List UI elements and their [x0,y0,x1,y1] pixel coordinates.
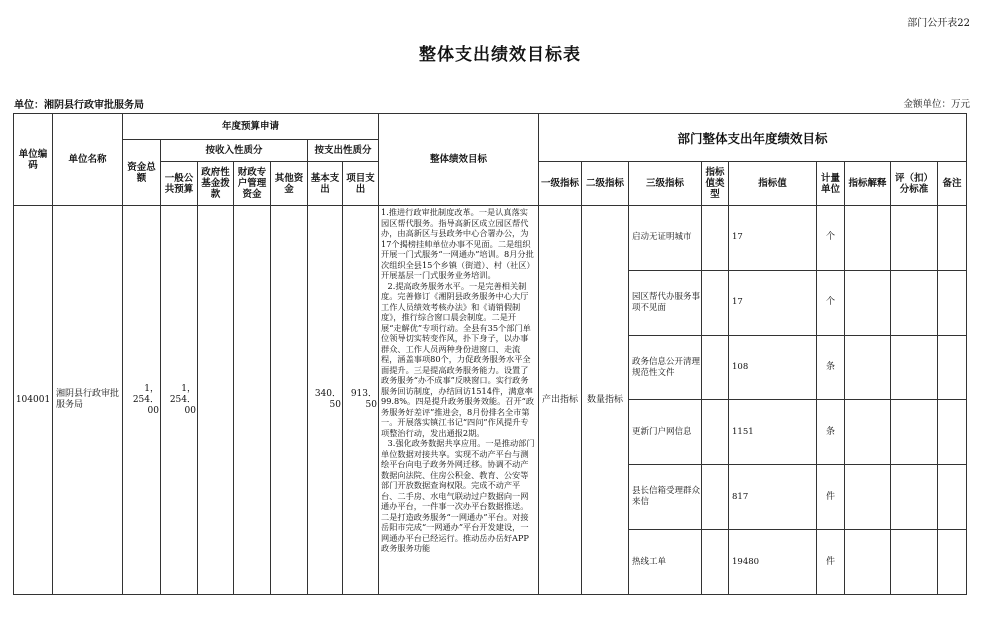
header-remarks: 备注 [938,162,967,206]
header-total-funds: 资金总额 [123,140,161,206]
header-annual-budget: 年度预算申请 [123,114,379,140]
indicator-remarks [938,465,967,530]
indicator-name: 县长信箱受理群众来信 [629,465,702,530]
indicator-scoring [891,530,938,595]
header-fiscal-special: 财政专户管理资金 [234,162,271,206]
indicator-value: 17 [729,270,817,335]
header-overall-target: 整体绩效目标 [379,114,539,206]
header-gov-fund: 政府性基金拨款 [198,162,234,206]
target-paragraph-3: 3.强化政务数据共享应用。一是推动部门单位数据对接共享。实现不动产平台与测绘平台向电子政务外网迁移。协调不动产数据向法院、住房公积金、教育、公安等部门开放数据查询权限。完成不动产平台、二手房、水电气联动过户数据向一网通办平台，一件事一次办平台数据推送。二是打造政务服务“一网通办”平台。对接岳阳市完成“一网通办”平台开发建设，一网通办平台已经运行。推动岳办岳好APP政务服务功能 [381,438,535,553]
header-basic-expense: 基本支出 [308,162,343,206]
indicator-scoring [891,206,938,271]
indicator-name: 更新门户网信息 [629,400,702,465]
indicator-name: 政务信息公开清理规范性文件 [629,335,702,400]
indicator-value: 108 [729,335,817,400]
basic-expense-cell: 340．50 [308,206,343,595]
indicator-value: 19480 [729,530,817,595]
indicator-name: 园区帮代办服务事项不见面 [629,270,702,335]
header-general-budget: 一般公共预算 [161,162,198,206]
unit-label: 单位：湘阴县行政审批服务局 [14,100,144,111]
indicator-remarks [938,335,967,400]
indicator-type [702,465,729,530]
form-code: 部门公开表22 [907,18,970,29]
project-expense-cell: 913．50 [343,206,379,595]
header-level1: 一级指标 [539,162,582,206]
amount-unit: 金额单位：万元 [903,99,970,110]
header-unit-name: 单位名称 [53,114,123,206]
indicator-remarks [938,206,967,271]
header-level2: 二级指标 [582,162,629,206]
indicator-value: 17 [729,206,817,271]
overall-target-text [381,207,536,593]
indicator-type [702,400,729,465]
indicator-name: 热线工单 [629,530,702,595]
fiscal-special-cell [234,206,271,595]
header-scoring: 评（扣）分标准 [891,162,938,206]
unit-code-cell: 104001 [14,206,53,595]
indicator-type [702,270,729,335]
indicator-value: 817 [729,465,817,530]
indicator-unit: 条 [817,400,845,465]
indicator-unit: 个 [817,270,845,335]
header-by-expense: 按支出性质分 [308,140,379,162]
level1-cell: 产出指标 [539,206,582,595]
indicator-scoring [891,400,938,465]
level2-cell: 数量指标 [582,206,629,595]
indicator-remarks [938,400,967,465]
indicator-scoring [891,270,938,335]
header-dept-target: 部门整体支出年度绩效目标 [539,114,967,162]
header-indicator-value: 指标值 [729,162,817,206]
header-explanation: 指标解释 [845,162,891,206]
indicator-explanation [845,465,891,530]
general-budget-cell: 1，254．00 [161,206,198,595]
indicator-unit: 件 [817,465,845,530]
header-unit-code: 单位编码 [14,114,53,206]
indicator-scoring [891,335,938,400]
indicator-explanation [845,270,891,335]
indicator-explanation [845,206,891,271]
indicator-type [702,335,729,400]
indicator-unit: 件 [817,530,845,595]
performance-table [13,113,967,595]
indicator-name: 启动无证明城市 [629,206,702,271]
indicator-explanation [845,400,891,465]
header-other-funds: 其他资金 [271,162,308,206]
indicator-explanation [845,335,891,400]
indicator-explanation [845,530,891,595]
indicator-remarks [938,530,967,595]
table-row [14,206,967,271]
header-measure-unit: 计量单位 [817,162,845,206]
other-funds-cell [271,206,308,595]
gov-fund-cell [198,206,234,595]
indicator-value: 1151 [729,400,817,465]
total-funds-cell: 1，254．00 [123,206,161,595]
target-paragraph-1: 1.推进行政审批制度改革。一是认真落实园区帮代服务。指导高新区成立园区帮代办，由高新区与县政务中心合署办公，为17个揭榜挂帅单位办事不见面。二是组织开展一门式服务“一网通办”培训。8月分批次组织全县15个乡镇（街道）、村（社区）开展基层一门式服务业务培训。 [381,207,535,280]
header-level3: 三级指标 [629,162,702,206]
indicator-type [702,530,729,595]
overall-target-cell [379,206,539,595]
header-by-income: 按收入性质分 [161,140,308,162]
indicator-remarks [938,270,967,335]
header-value-type: 指标值类型 [702,162,729,206]
indicator-unit: 条 [817,335,845,400]
indicator-scoring [891,465,938,530]
target-paragraph-2: 2.提高政务服务水平。一是完善相关制度。完善修订《湘阴县政务服务中心大厅工作人员绩效考核办法》和《请销假制度》，推行综合窗口晨会制度。二是开展“走解优”专项行动。全县有35个部门单位领导切实转变作风，扑下身子，以办事群众、工作人员两种身份进窗口、走流程，涵盖事项80个，力促政务服务水平全面提升。三是提高政务服务能力。设置了政务服务“办不成事”反映窗口。实行政务服务回访制度，办结回访1514件，满意率99.8%。四是提升政务服务效能。召开“政务服务好差评”推进会，8月份排名全市第一。开展落实镇江书记“四问”作风提升专项整治行动，发出通报2期。 [381,280,535,438]
page-title: 整体支出绩效目标表 [419,45,581,65]
indicator-type [702,206,729,271]
unit-name-cell: 湘阴县行政审批服务局 [53,206,123,595]
header-project-expense: 项目支出 [343,162,379,206]
indicator-unit: 个 [817,206,845,271]
